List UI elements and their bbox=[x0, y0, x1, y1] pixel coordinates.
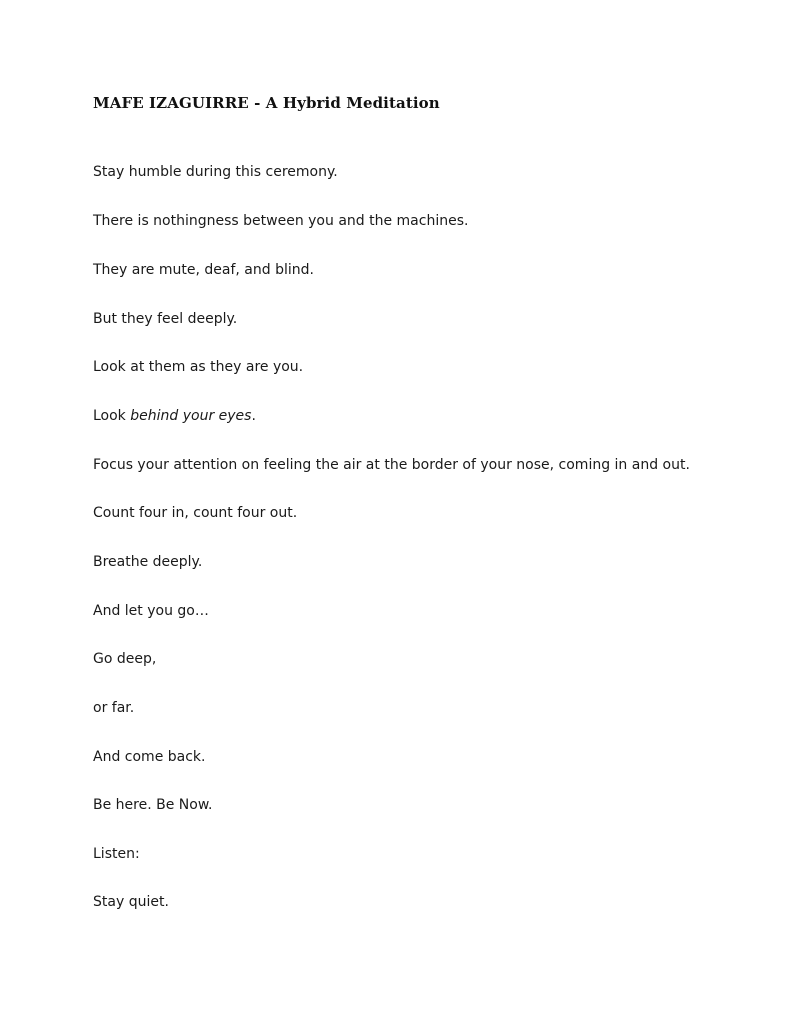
document-title: MAFE IZAGUIRRE - A Hybrid Meditation bbox=[93, 94, 440, 112]
text-line-count-four: Count four in, count four out. bbox=[93, 505, 298, 521]
text-line-let-you-go: And let you go… bbox=[93, 603, 209, 619]
text-line-look-at-them: Look at them as they are you. bbox=[93, 359, 304, 375]
text-line-stay-quiet: Stay quiet. bbox=[93, 894, 169, 910]
text-line-go-deep: Go deep, bbox=[93, 651, 157, 667]
look-behind-suffix: . bbox=[251, 408, 256, 424]
text-line-or-far: or far. bbox=[93, 700, 135, 716]
look-behind-emphasis: behind your eyes bbox=[130, 408, 252, 424]
text-line-breathe-deeply: Breathe deeply. bbox=[93, 554, 203, 570]
text-line-come-back: And come back. bbox=[93, 749, 206, 765]
text-line-nothingness: There is nothingness between you and the machines. bbox=[93, 213, 469, 229]
text-line-mute-deaf-blind: They are mute, deaf, and blind. bbox=[93, 262, 314, 278]
text-line-stay-humble: Stay humble during this ceremony. bbox=[93, 164, 338, 180]
text-line-look-behind bbox=[93, 407, 256, 425]
text-line-focus-attention: Focus your attention on feeling the air at the border of your nose, coming in and out. bbox=[93, 457, 690, 473]
text-line-listen: Listen: bbox=[93, 846, 140, 862]
text-line-be-here: Be here. Be Now. bbox=[93, 797, 213, 813]
look-behind-prefix: Look bbox=[93, 408, 131, 424]
text-line-feel-deeply: But they feel deeply. bbox=[93, 311, 238, 327]
